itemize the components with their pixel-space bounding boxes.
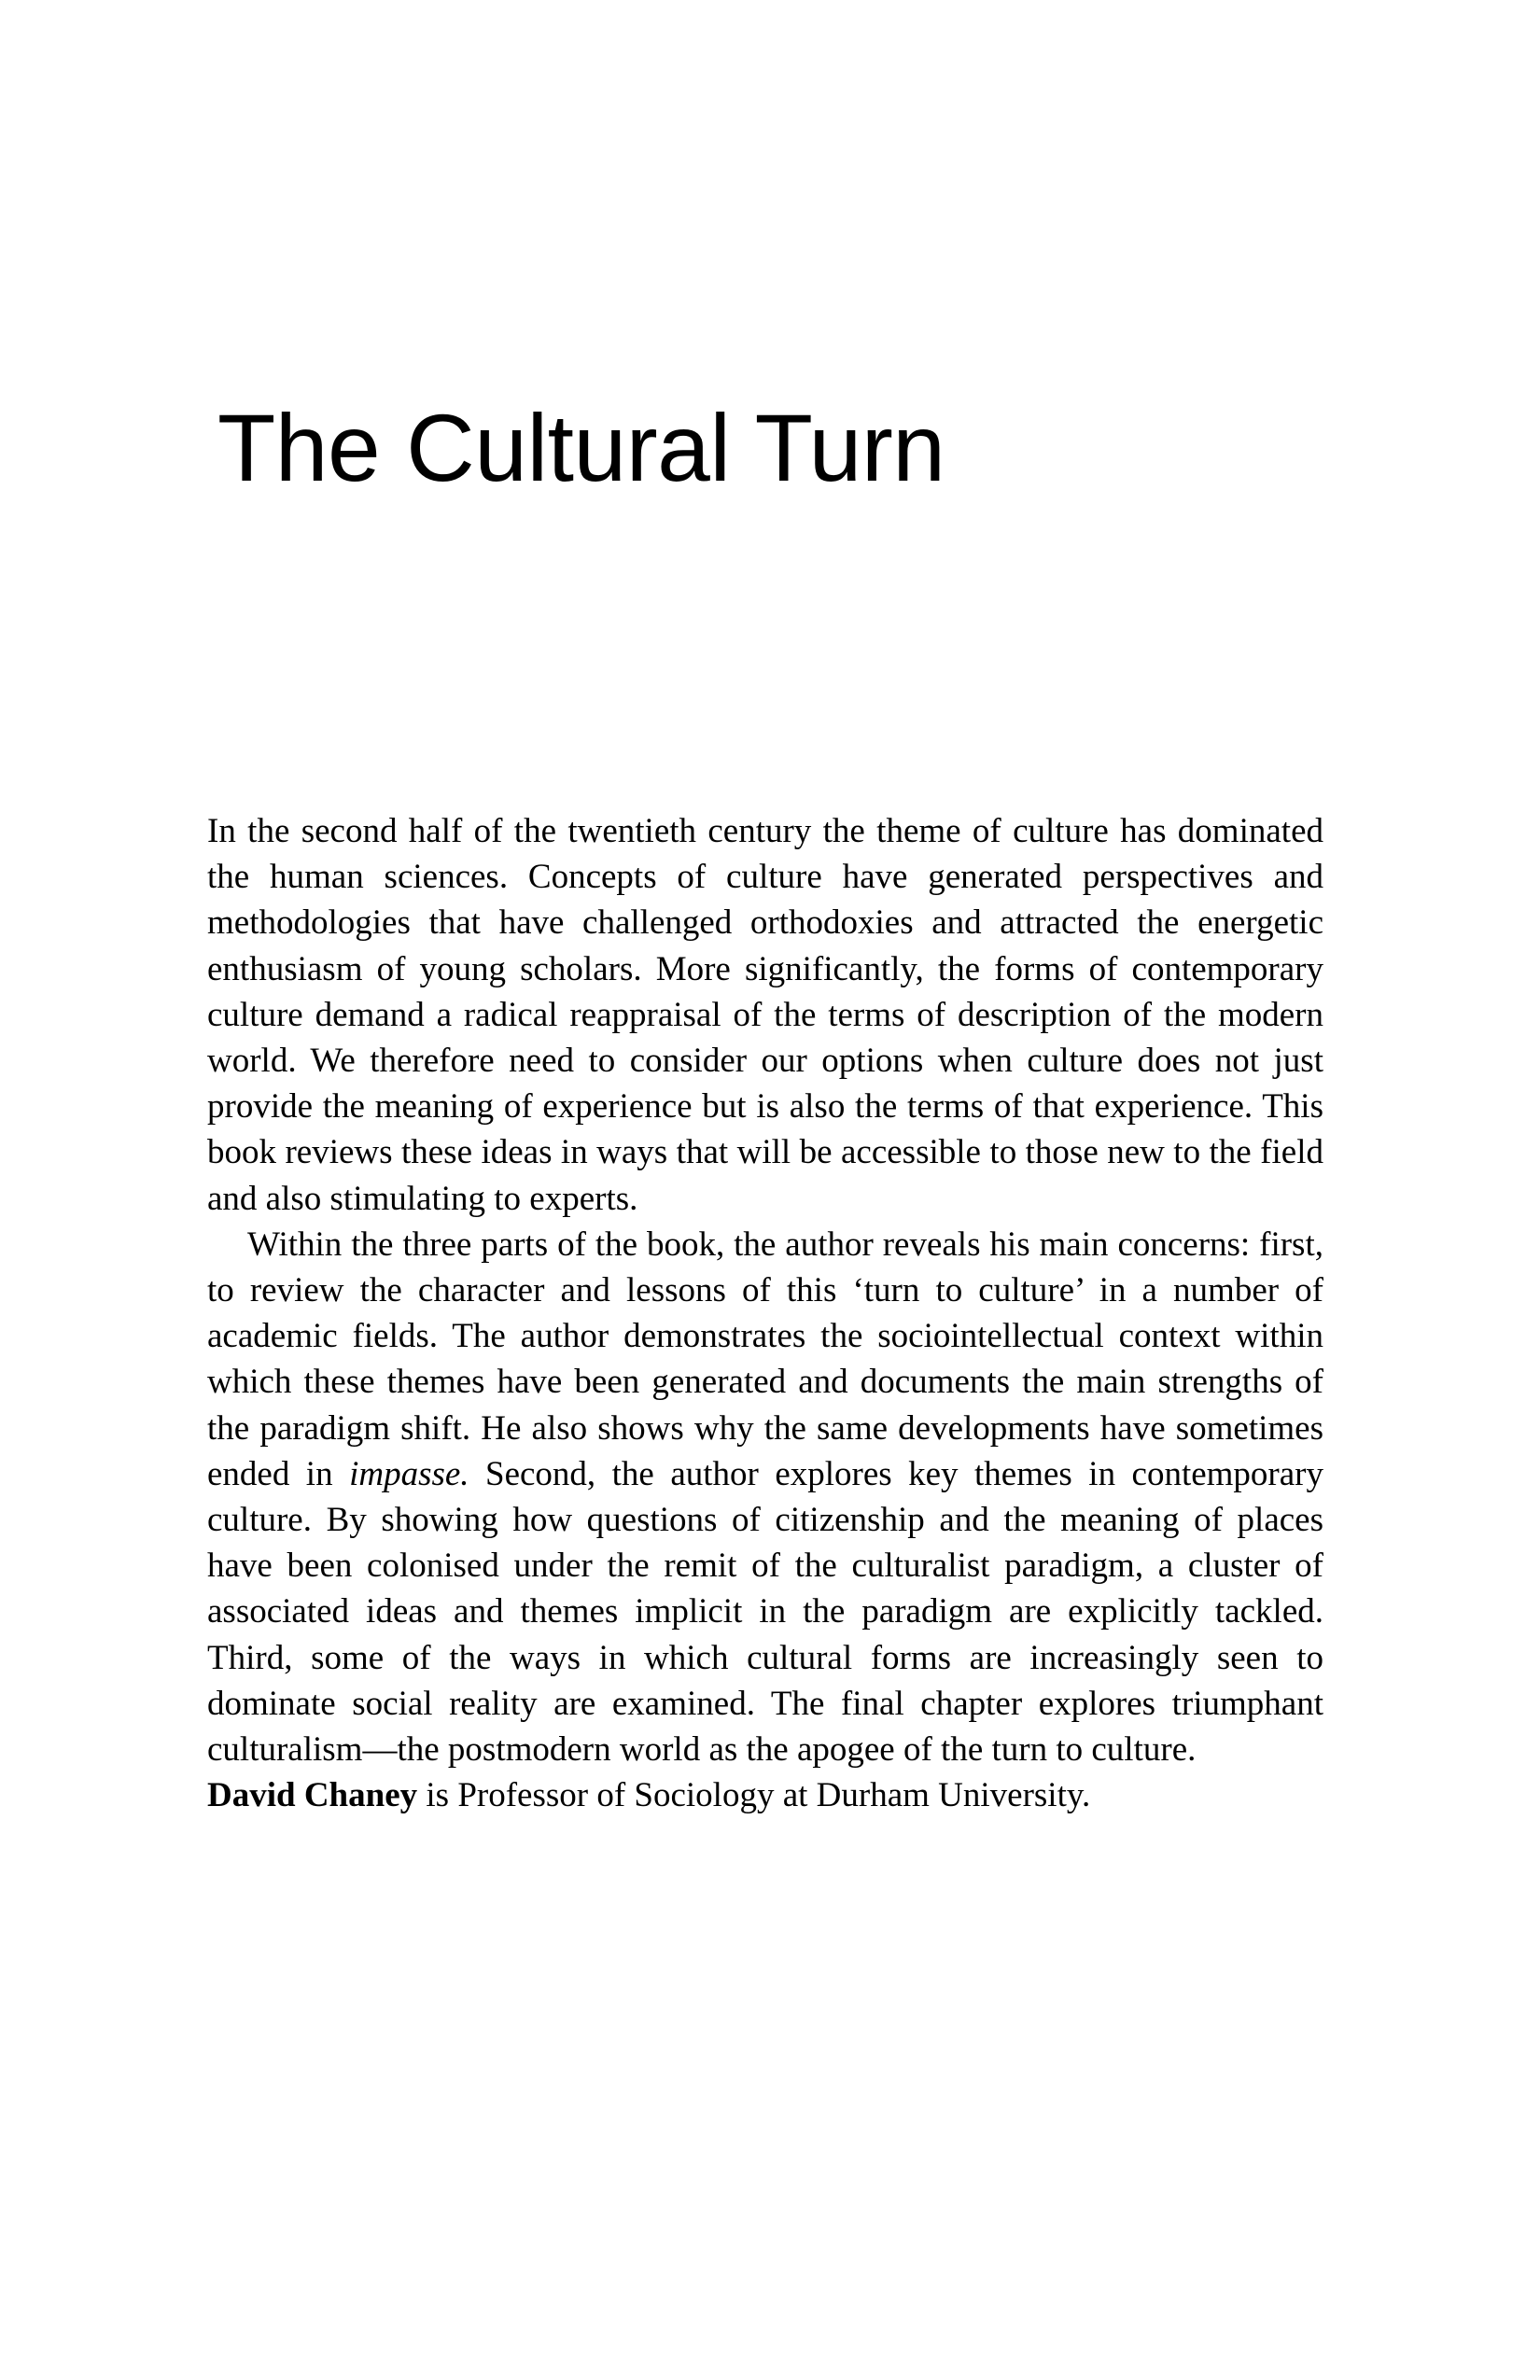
blurb-paragraph-2 (207, 1222, 1323, 1772)
author-bio (207, 1772, 1323, 1818)
book-title: The Cultural Turn (217, 395, 945, 501)
blurb-paragraph-2-text-b: Second, the author explores key themes in contemporary culture. By showing how questions of citizenship and the meaning of places have been colonised under the remit of the culturalist paradigm, a cluster of associated ideas and themes implicit in the paradigm are explicitly tackled. Third, some of the ways in which cultural forms are increasingly seen to dominate social reality are examined. The final chapter explores triumphant culturalism—the postmodern world as the apogee of the turn to culture. (207, 1454, 1324, 1770)
book-blurb (207, 808, 1323, 1818)
blurb-paragraph-1: In the second half of the twentieth century the theme of culture has dominated the human sciences. Concepts of culture have generated perspectives and methodologies that have challenged orthodoxies and attracted the energetic enthusiasm of young scholars. More significantly, the forms of contemporary culture demand a radical reappraisal of the terms of description of the modern world. We therefore need to consider our options when culture does not just provide the meaning of experience but is also the terms of that experience. This book reviews these ideas in ways that will be accessible to those new to the field and also stimulating to experts. (207, 812, 1323, 1218)
author-name: David Chaney (207, 1776, 418, 1815)
blurb-italic-impasse: impasse. (349, 1454, 469, 1493)
author-bio-text: is Professor of Sociology at Durham University. (417, 1776, 1091, 1815)
blurb-paragraph-2-text-a: Within the three parts of the book, the author reveals his main concerns: first, to review the character and lessons of this ‘turn to culture’ in a number of academic fields. The author demonstrates the sociointellectual context within which these themes have been generated and documents the main strengths of the paradigm shift. He also shows why the same developments have sometimes ended in (207, 1225, 1323, 1493)
